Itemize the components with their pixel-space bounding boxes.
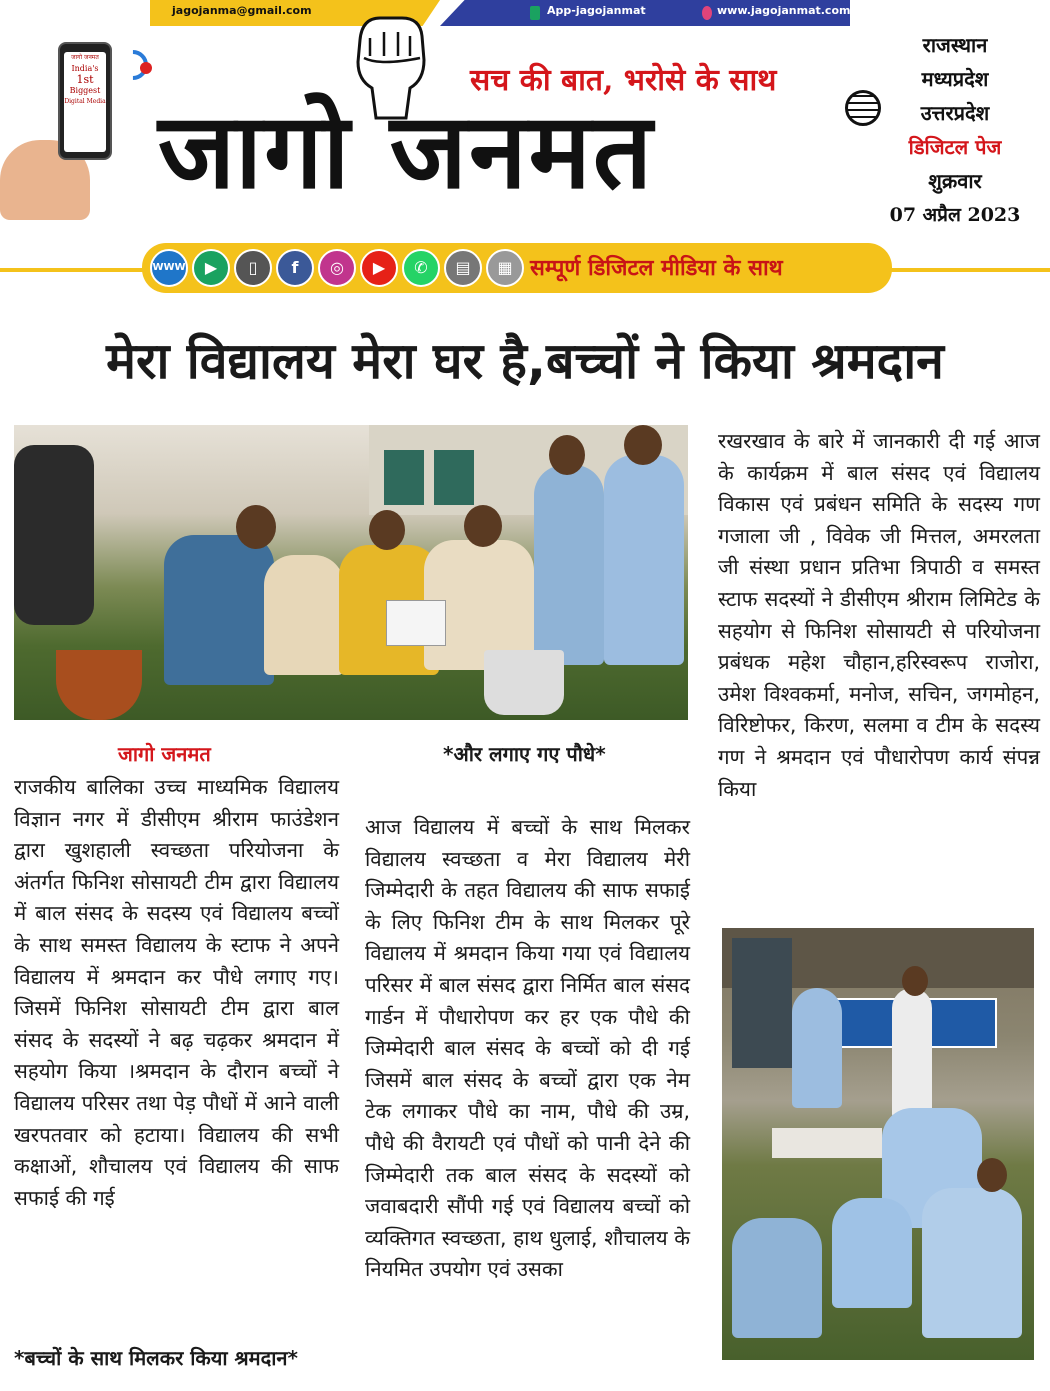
play-store-icon[interactable]: ▶ [192, 249, 230, 287]
article-column-1: राजकीय बालिका उच्च माध्यमिक विद्यालय विज्ञान नगर में डीसीएम श्रीराम फाउंडेशन द्वारा खुशहाली स्वच्छता परियोजना के अंतर्गत फिनिश सोसायटी टीम द्वारा विद्यालय में बाल संसद के सदस्य एवं विद्यालय बच्चों के साथ समस्त विद्यालय के स्टाफ ने अपने विद्यालय में श्रमदान कर पौधे लगाए गए। जिसमें फिनिश सोसायटी टीम द्वारा बाल संसद के सदस्यों ने बढ़ चढ़कर श्रमदान में सहयोग किया ।श्रमदान के दौरान बच्चों ने विद्यालय परिसर तथा पेड़ पौधों में आने वाली खरपतवार को हटाया। विद्यालय की सभी कक्षाओं, शौचालय एवं विद्यालय की साफ सफाई की गई [14, 775, 339, 1210]
news-page-icon[interactable]: ▦ [486, 249, 524, 287]
ribbon-text: सम्पूर्ण डिजिटल मीडिया के साथ [530, 256, 783, 281]
article-photo-students [722, 928, 1034, 1360]
article-column-2: आज विद्यालय में बच्चों के साथ मिलकर विद्यालय स्वच्छता व मेरा विद्यालय मेरी जिम्मेदारी के तहत विद्यालय की साफ सफाई के लिए फिनिश टीम के साथ मिलकर पूरे विद्यालय में श्रमदान किया गया एवं विद्यालय परिसर में बाल संसद द्वारा निर्मित बाल संसद गार्डन में पौधारोपण कर हर एक पौधे की जिम्मेदारी बाल संसद के बच्चों को दी गई जिसमें बाल संसद के बच्चों द्वारा एक नेम टेक लगाकर पौधे का नाम, पौधे की उम्र, पौधे की वैरायटी एवं पौधों को पानी देने की जिम्मेदारी तक बाल संसद के सदस्यों को जवाबदारी सौंपी गई एवं विद्यालय बच्चों को व्यक्तिगत स्वच्छता, हाथ धुलाई, शौचालय के नियमित उपयोग एवं उसका [365, 815, 690, 1282]
page-type-label: डिजिटल पेज [908, 135, 1002, 159]
subheading: *और लगाए गए पौधे* [443, 742, 606, 766]
mobile-app-icon[interactable]: ▯ [234, 249, 272, 287]
app-link[interactable]: App-jagojanmat [547, 4, 646, 17]
subheading: *बच्चों के साथ मिलकर किया श्रमदान* [14, 1346, 298, 1370]
app-icon [530, 6, 540, 20]
article-column-3: रखरखाव के बारे में जानकारी दी गई आज के कार्यक्रम में बाल संसद एवं विद्यालय विकास एवं प्रबंधन समिति के सदस्य गण गजाला जी , विवेक जी मित्तल, अमरलता जी संस्था प्रधान प्रतिभा त्रिपाठी व समस्त स्टाफ सदस्यों ने डीसीएम श्रीराम लिमिटेड के सहयोग से फिनिश सोसायटी से परियोजना प्रबंधक महेश चौहान,हरिस्वरूप राजोरा, उमेश विश्वकर्मा, मनोज, सचिन, जगमोहन, विरिष्टोफर, किरण, सलमा व टीम के सदस्य गण ने श्रमदान एवं पौधारोपण कार्य संपन्न किया [718, 429, 1040, 801]
byline: जागो जनमत [118, 742, 211, 766]
www-icon[interactable]: WWW [150, 249, 188, 287]
date-label: 07 अप्रैल 2023 [889, 204, 1021, 226]
location-icon [702, 6, 712, 20]
website-link[interactable]: www.jagojanmat.com [717, 4, 851, 17]
phone-screen-line: Digital Media [64, 98, 106, 105]
youtube-icon[interactable]: ▶ [360, 249, 398, 287]
headline: मेरा विद्यालय मेरा घर है,बच्चों ने किया श्रमदान [106, 332, 944, 390]
phone-screen-brand: जागो जनमत [71, 54, 99, 61]
state-label: उत्तरप्रदेश [920, 101, 990, 125]
state-label: मध्यप्रदेश [921, 67, 989, 91]
instagram-icon[interactable]: ◎ [318, 249, 356, 287]
whatsapp-icon[interactable]: ✆ [402, 249, 440, 287]
tagline: सच की बात, भरोसे के साथ [470, 63, 777, 98]
phone-screen-line: 1st [76, 73, 94, 86]
email-link[interactable]: jagojanma@gmail.com [172, 4, 312, 17]
article-photo-plantation [14, 425, 688, 720]
signal-dot-icon [140, 62, 152, 74]
facebook-icon[interactable]: f [276, 249, 314, 287]
edition-info [870, 28, 1040, 232]
phone-screen-line: India's [71, 64, 99, 73]
masthead-logo: जागो जनमत [158, 90, 655, 212]
day-label: शुक्रवार [928, 169, 982, 193]
contact-bar [150, 0, 850, 26]
phone-screen-line: Biggest [69, 86, 101, 95]
state-label: राजस्थान [922, 33, 988, 57]
social-ribbon [142, 243, 892, 293]
newspaper-icon[interactable]: ▤ [444, 249, 482, 287]
